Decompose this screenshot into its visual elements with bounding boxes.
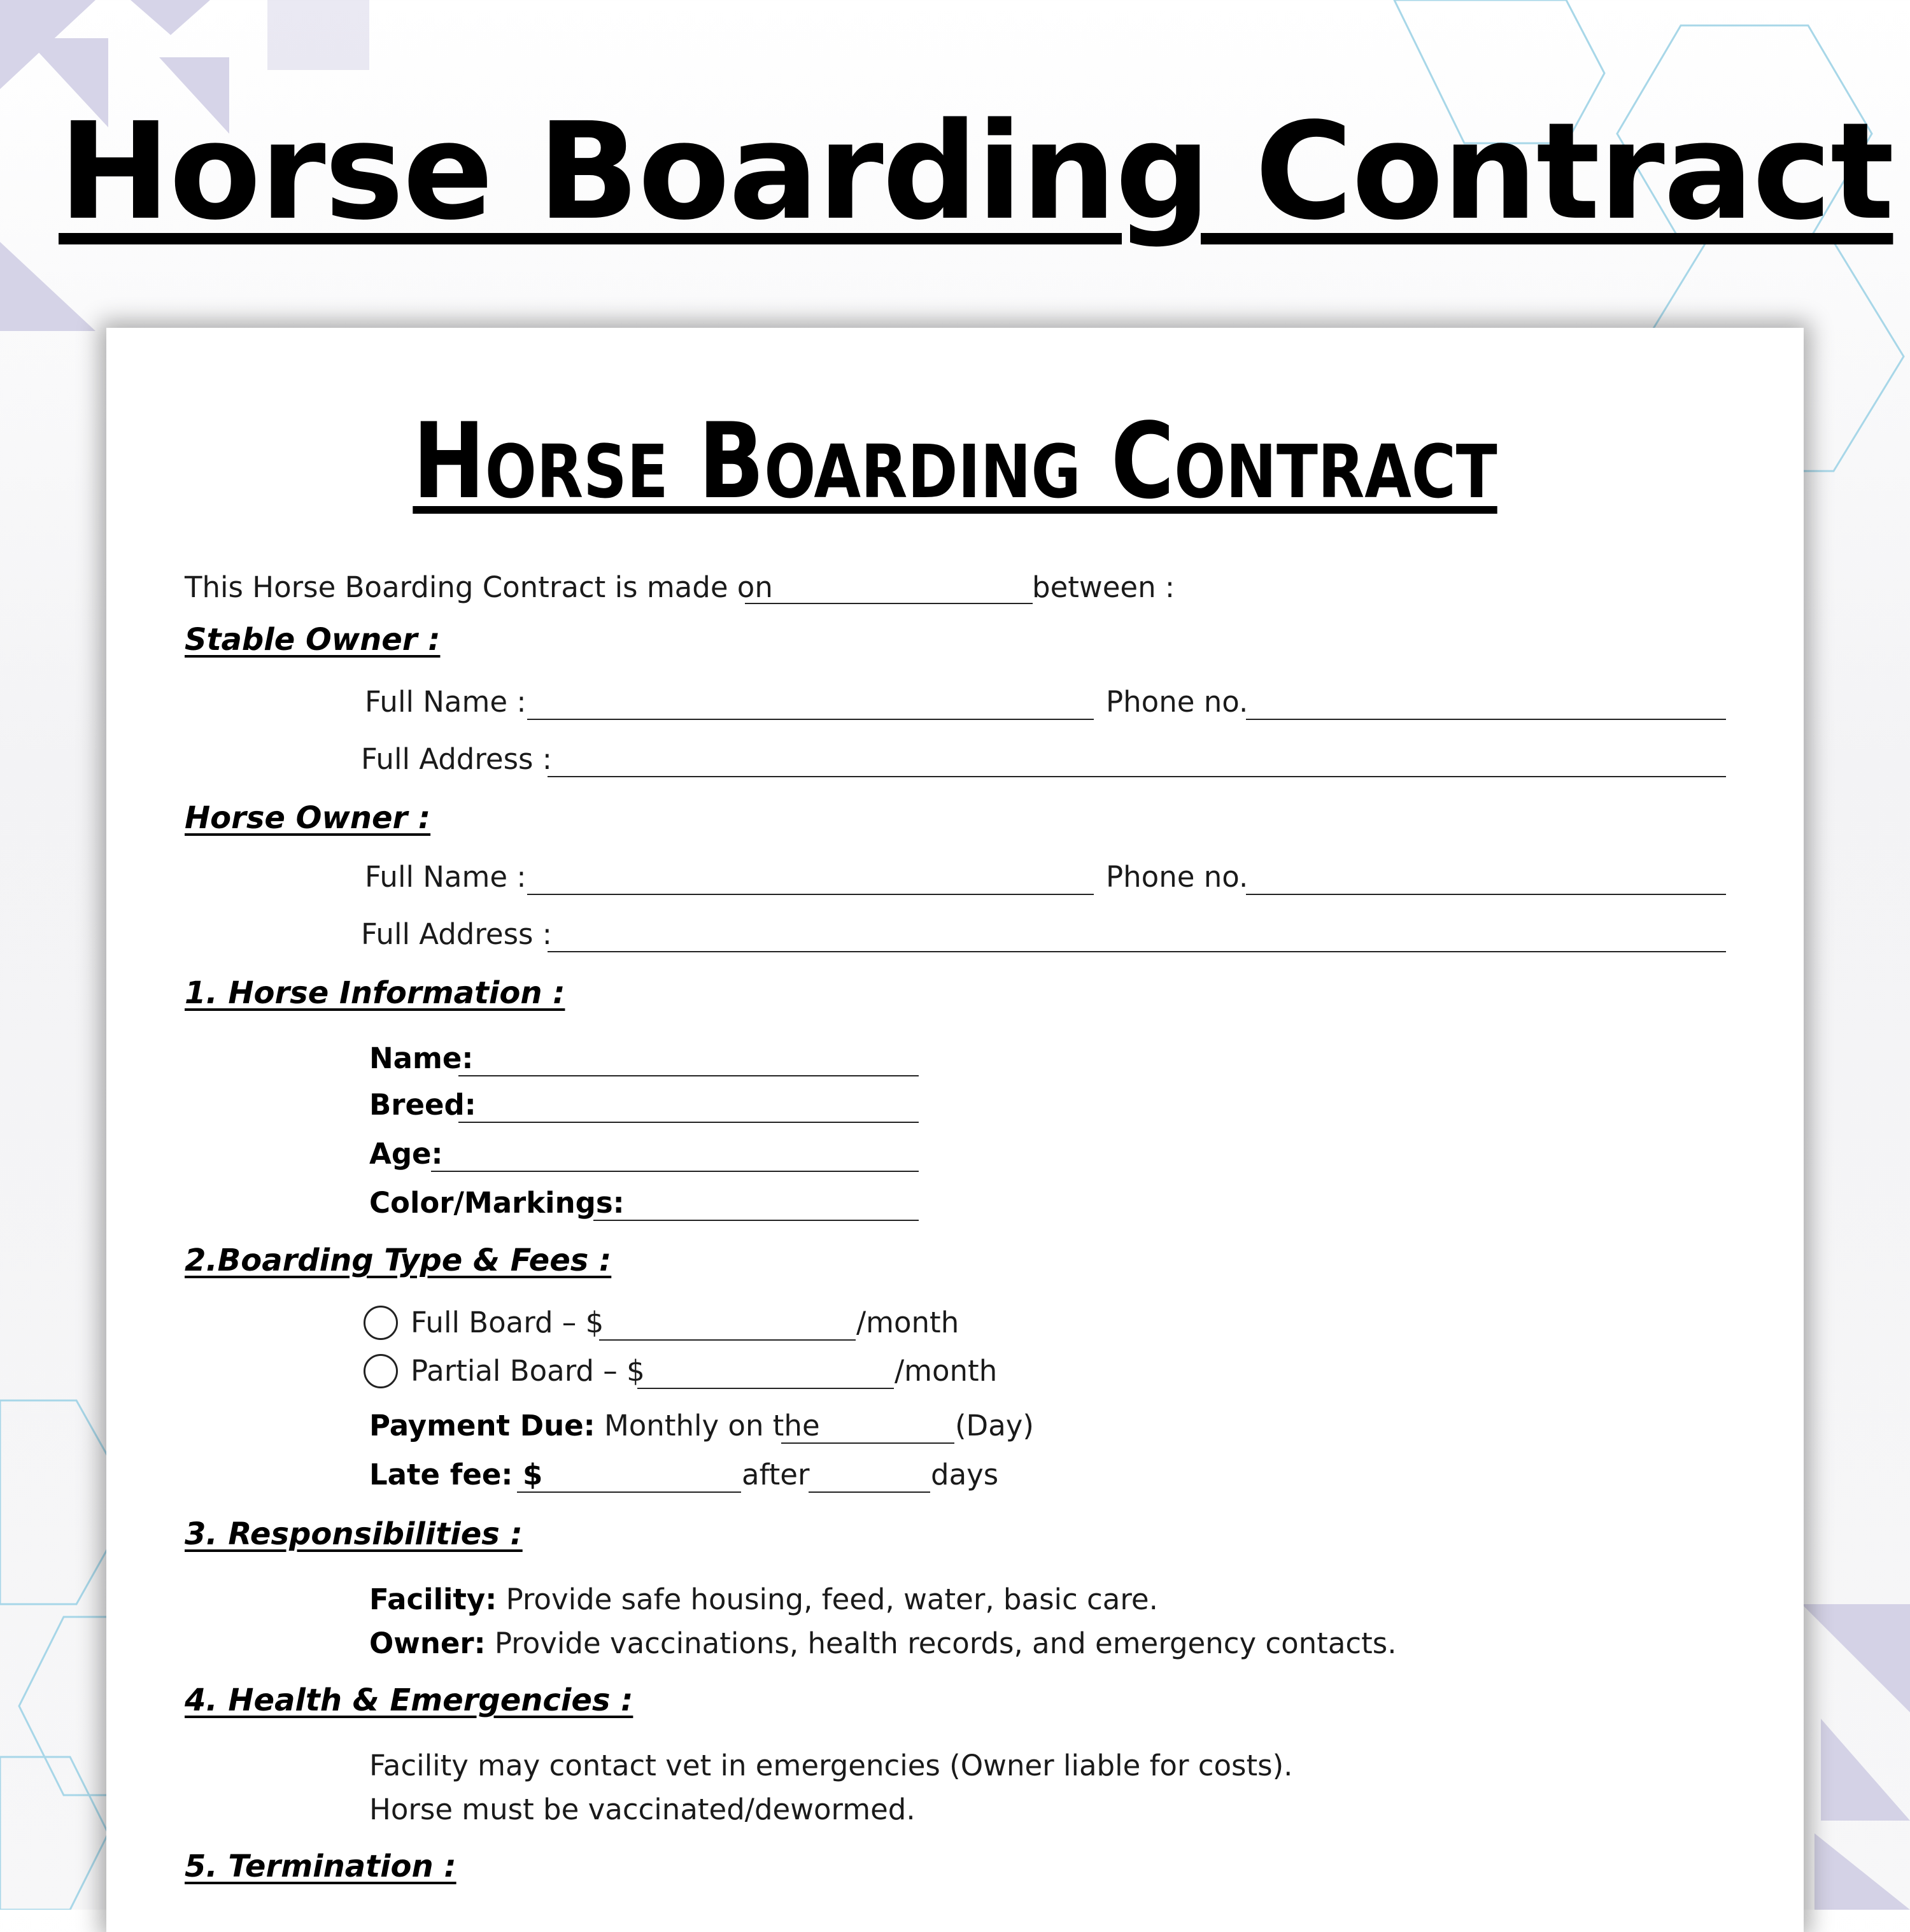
contract-date-field[interactable] xyxy=(745,603,1033,604)
boarding-heading: 2.Boarding Type & Fees : xyxy=(185,1243,612,1278)
contract-sheet xyxy=(106,328,1804,1932)
horse-owner-heading: Horse Owner : xyxy=(185,800,431,836)
late-fee-days-field[interactable] xyxy=(809,1491,930,1493)
owner-responsibility xyxy=(369,1626,1397,1661)
responsibilities-heading: 3. Responsibilities : xyxy=(185,1516,523,1552)
payment-due-label: Payment Due: xyxy=(369,1409,595,1442)
stable-owner-address-field[interactable] xyxy=(548,776,1726,777)
facility-label: Facility: xyxy=(369,1583,497,1616)
horse-owner-address-field[interactable] xyxy=(548,951,1726,952)
horse-information-heading: 1. Horse Information : xyxy=(185,975,565,1011)
horse-owner-name-field[interactable] xyxy=(527,894,1094,895)
stable-owner-phone-label: Phone no. xyxy=(1106,685,1249,719)
horse-color-field[interactable] xyxy=(593,1220,919,1221)
stable-owner-address-label: Full Address : xyxy=(361,742,552,776)
health-heading: 4. Health & Emergencies : xyxy=(185,1682,633,1718)
partial-board-radio[interactable] xyxy=(364,1354,398,1388)
late-fee-after: after xyxy=(742,1458,810,1491)
horse-owner-name-label: Full Name : xyxy=(365,860,527,894)
stable-owner-name-field[interactable] xyxy=(527,719,1094,720)
late-fee-days: days xyxy=(931,1458,999,1491)
stable-owner-phone-field[interactable] xyxy=(1246,719,1726,720)
health-line-2: Horse must be vaccinated/dewormed. xyxy=(369,1793,916,1826)
horse-age-field[interactable] xyxy=(431,1171,919,1172)
partial-board-per-month: /month xyxy=(895,1354,998,1388)
full-board-per-month: /month xyxy=(856,1306,959,1339)
intro-text: This Horse Boarding Contract is made on xyxy=(185,570,773,604)
intro-between: between : xyxy=(1032,570,1175,604)
payment-day-field[interactable] xyxy=(781,1442,954,1444)
banner-title: Horse Boarding Contract xyxy=(59,94,1893,250)
termination-heading: 5. Termination : xyxy=(185,1849,456,1884)
stable-owner-name-label: Full Name : xyxy=(365,685,527,719)
horse-name-label: Name: xyxy=(369,1041,474,1075)
payment-due-text: Monthly on the xyxy=(604,1409,820,1442)
stable-owner-heading: Stable Owner : xyxy=(185,622,441,658)
partial-board-amount-field[interactable] xyxy=(637,1388,894,1389)
owner-text: Provide vaccinations, health records, and emergency contacts. xyxy=(494,1626,1397,1660)
horse-color-label: Color/Markings: xyxy=(369,1186,625,1220)
facility-responsibility xyxy=(369,1582,1158,1618)
horse-age-label: Age: xyxy=(369,1137,443,1171)
payment-day-suffix: (Day) xyxy=(955,1409,1034,1442)
full-board-radio[interactable] xyxy=(364,1306,398,1340)
full-board-amount-field[interactable] xyxy=(599,1339,856,1341)
owner-label: Owner: xyxy=(369,1626,486,1660)
facility-text: Provide safe housing, feed, water, basic care. xyxy=(506,1583,1158,1616)
full-board-label: Full Board – $ xyxy=(411,1306,604,1339)
partial-board-label: Partial Board – $ xyxy=(411,1354,645,1388)
horse-breed-field[interactable] xyxy=(458,1122,919,1123)
horse-owner-phone-field[interactable] xyxy=(1246,894,1726,895)
horse-owner-phone-label: Phone no. xyxy=(1106,860,1249,894)
horse-name-field[interactable] xyxy=(458,1075,919,1076)
late-fee-label: Late fee: $ xyxy=(369,1458,543,1491)
horse-breed-label: Breed: xyxy=(369,1088,476,1122)
late-fee-amount-field[interactable] xyxy=(517,1491,741,1493)
payment-due-line xyxy=(369,1408,820,1444)
document-title: Horse Boarding Contract xyxy=(413,400,1497,522)
horse-owner-address-label: Full Address : xyxy=(361,917,552,951)
health-line-1: Facility may contact vet in emergencies (Owner liable for costs). xyxy=(369,1749,1293,1782)
